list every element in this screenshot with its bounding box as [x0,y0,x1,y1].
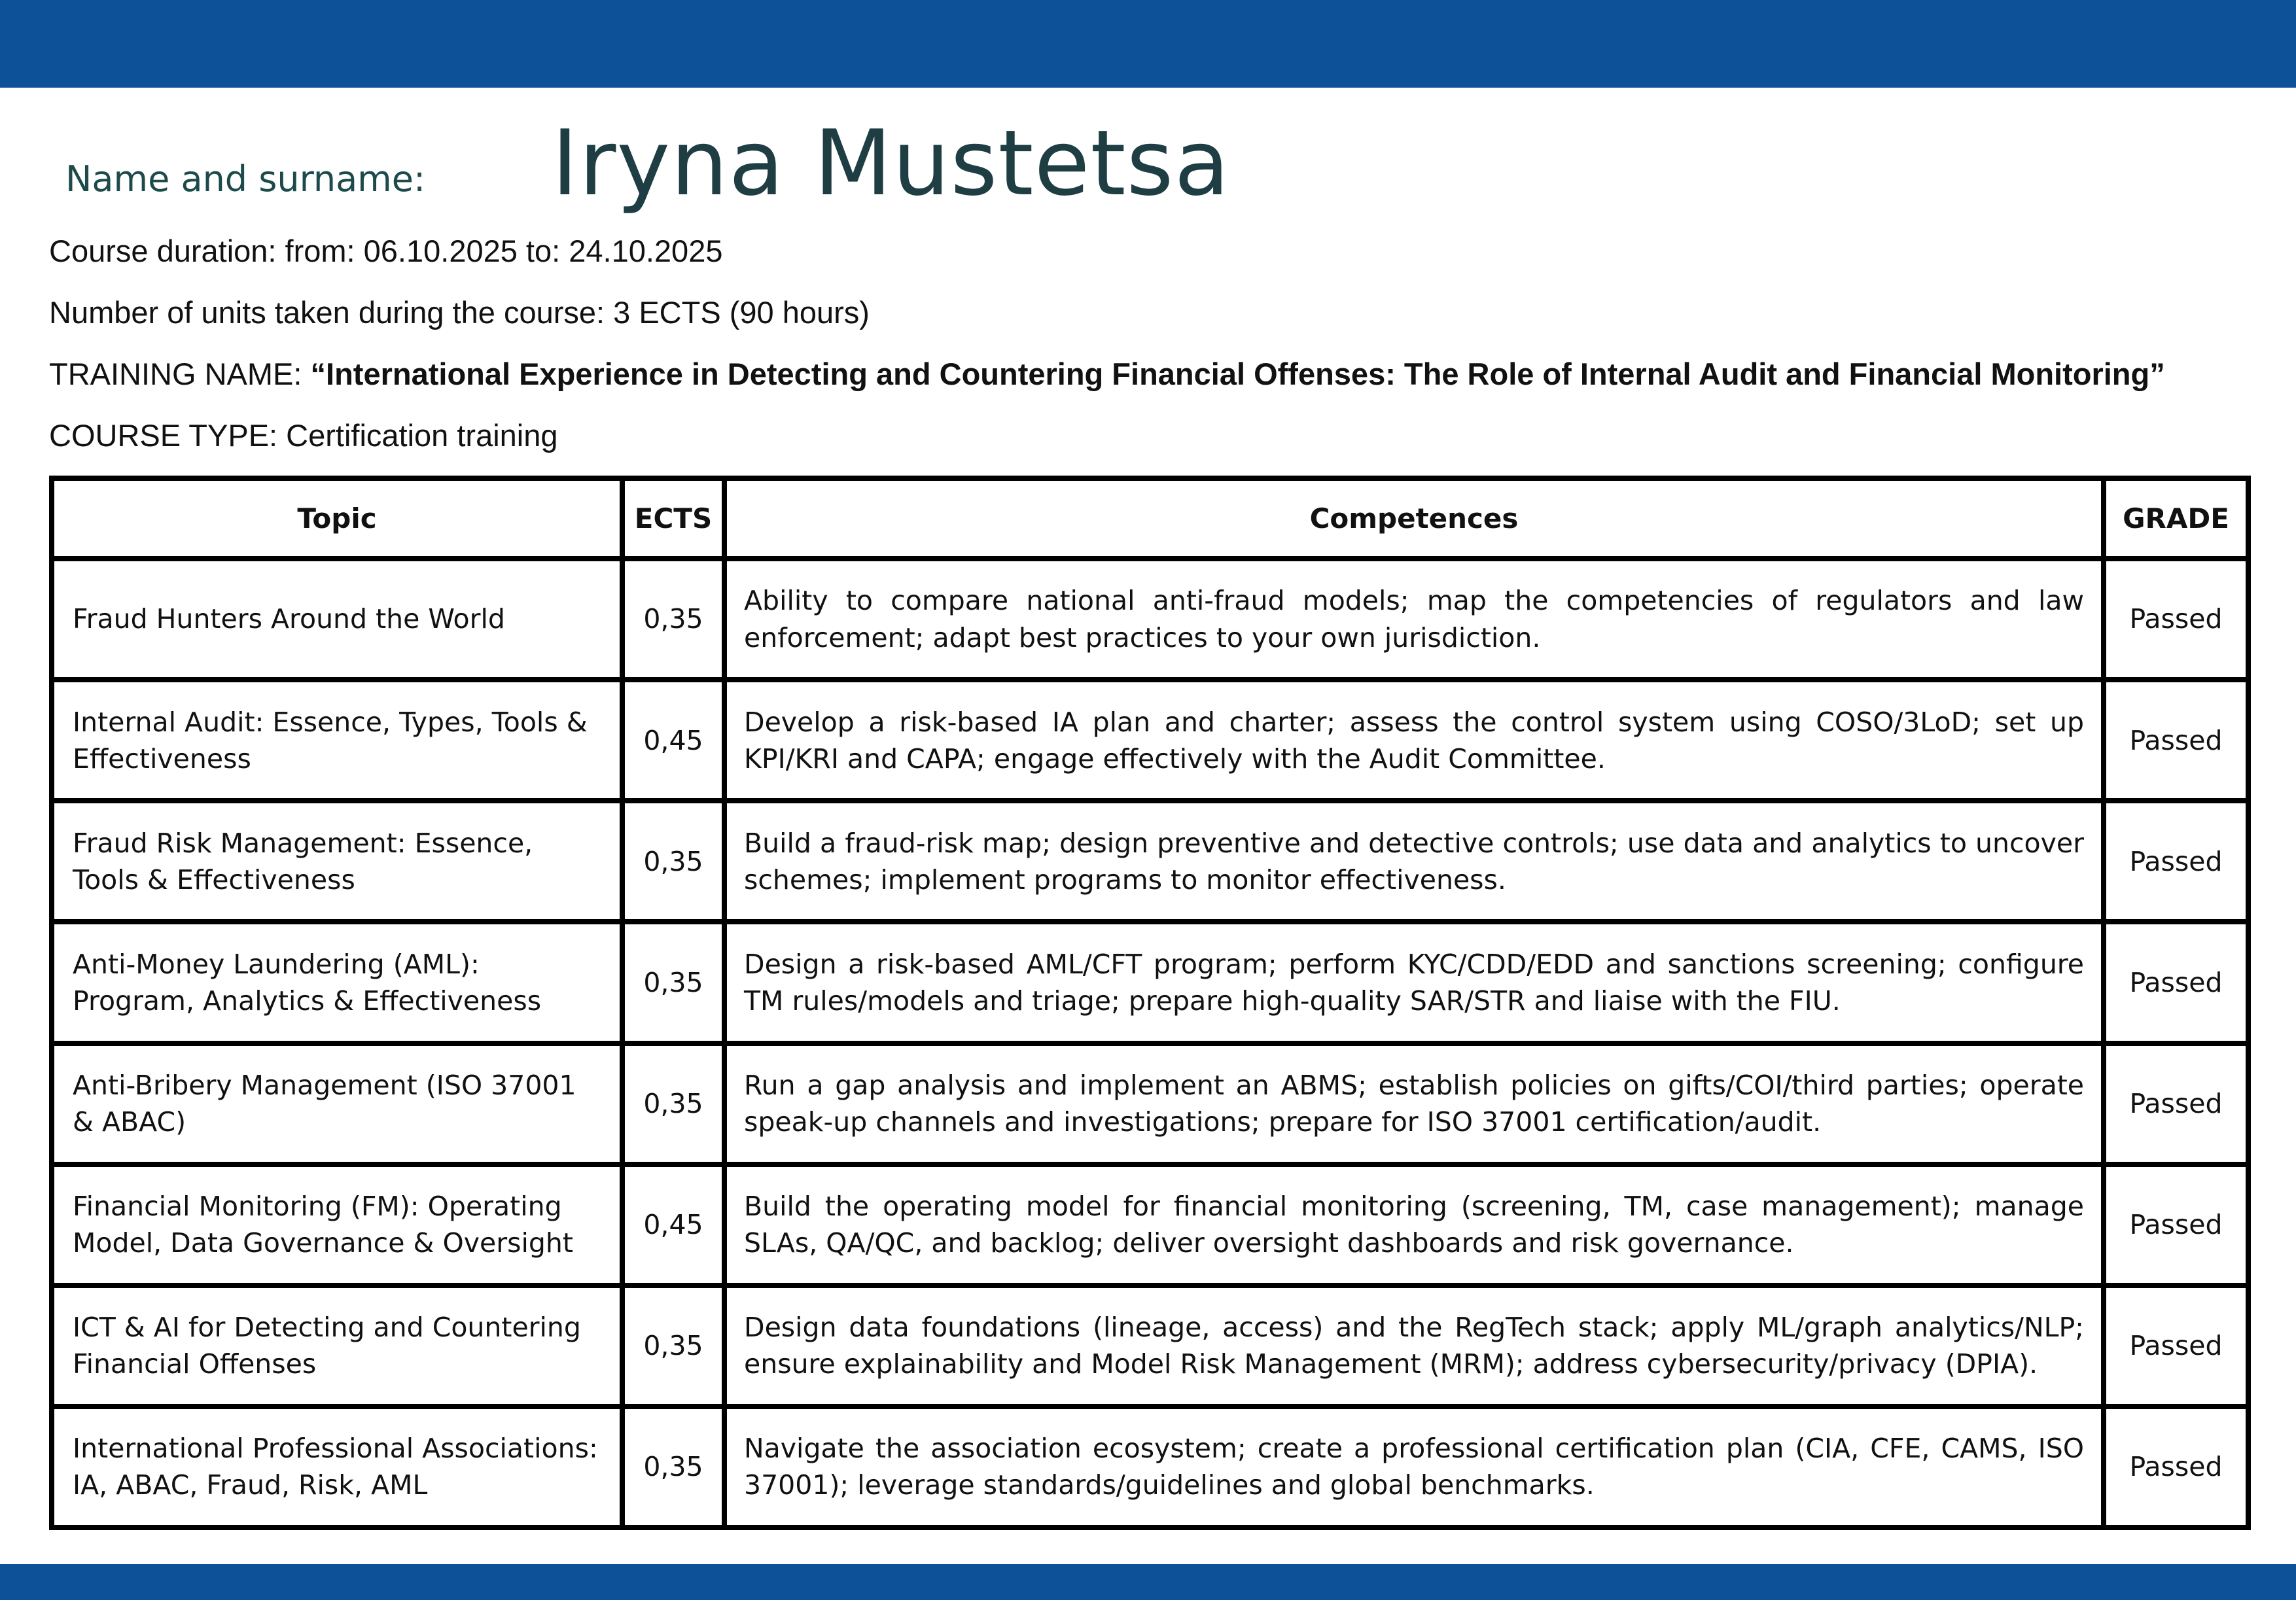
ects-cell: 0,45 [622,1164,724,1285]
header-competences: Competences [724,478,2104,559]
competences-cell: Develop a risk-based IA plan and charter; assess the control system using COSO/3LoD; set up KPI/KRI and CAPA; engage effectively with the Audit Committee. [724,680,2104,801]
table-row [52,801,2248,922]
training-name-prefix: TRAINING NAME: [49,357,311,391]
topic-cell: Financial Monitoring (FM): Operating Model, Data Governance & Oversight [52,1164,622,1285]
table-row [52,1406,2248,1527]
header-topic: Topic [52,478,622,559]
topic-cell: ICT & AI for Detecting and Countering Financial Offenses [52,1285,622,1406]
ects-cell: 0,45 [622,680,724,801]
table-row [52,1164,2248,1285]
course-units: Number of units taken during the course: 3 ECTS (90 hours) [49,295,870,330]
header-ects: ECTS [622,478,724,559]
competences-cell: Design data foundations (lineage, access) and the RegTech stack; apply ML/graph analytics/NLP; ensure explainability and Model Risk Management (MRM); address cybersecurity/privacy (DPIA). [724,1285,2104,1406]
grade-cell: Passed [2104,680,2248,801]
topic-cell: Fraud Hunters Around the World [52,559,622,680]
competences-cell: Build the operating model for financial monitoring (screening, TM, case management); manage SLAs, QA/QC, and backlog; deliver oversight dashboards and risk governance. [724,1164,2104,1285]
training-name-line [49,356,2165,392]
grade-cell: Passed [2104,559,2248,680]
competences-cell: Ability to compare national anti-fraud models; map the competencies of regulators and law enforcement; adapt best practices to your own jurisdiction. [724,559,2104,680]
competences-cell: Design a risk-based AML/CFT program; perform KYC/CDD/EDD and sanctions screening; configure TM rules/models and triage; prepare high-quality SAR/STR and liaise with the FIU. [724,922,2104,1043]
ects-cell: 0,35 [622,1043,724,1164]
table-row [52,559,2248,680]
training-name-value: “International Experience in Detecting and Countering Financial Offenses: The Role of Internal Audit and Financial Monitoring” [310,357,2165,391]
table-row [52,1043,2248,1164]
grade-cell: Passed [2104,922,2248,1043]
ects-cell: 0,35 [622,559,724,680]
topic-cell: Internal Audit: Essence, Types, Tools & Effectiveness [52,680,622,801]
grade-cell: Passed [2104,1285,2248,1406]
table-header-row [52,478,2248,559]
ects-cell: 0,35 [622,1285,724,1406]
grade-cell: Passed [2104,1406,2248,1527]
name-value: Iryna Mustetsa [552,111,1231,216]
ects-cell: 0,35 [622,1406,724,1527]
topic-cell: Anti-Bribery Management (ISO 37001 & ABAC) [52,1043,622,1164]
top-color-band [0,0,2296,88]
bottom-color-band [0,1564,2296,1600]
grade-cell: Passed [2104,1043,2248,1164]
name-label: Name and surname: [65,158,426,200]
competences-cell: Run a gap analysis and implement an ABMS; establish policies on gifts/COI/third parties; operate speak-up channels and investigations; prepare for ISO 37001 certification/audit. [724,1043,2104,1164]
course-type: COURSE TYPE: Certification training [49,418,558,453]
topic-cell: Anti-Money Laundering (AML): Program, Analytics & Effectiveness [52,922,622,1043]
ects-cell: 0,35 [622,801,724,922]
competences-cell: Navigate the association ecosystem; create a professional certification plan (CIA, CFE, CAMS, ISO 37001); leverage standards/guidelines and global benchmarks. [724,1406,2104,1527]
course-duration: Course duration: from: 06.10.2025 to: 24.10.2025 [49,234,723,268]
ects-cell: 0,35 [622,922,724,1043]
table-row [52,922,2248,1043]
topic-cell: Fraud Risk Management: Essence, Tools & Effectiveness [52,801,622,922]
table-row [52,1285,2248,1406]
table-row [52,680,2248,801]
competences-cell: Build a fraud-risk map; design preventive and detective controls; use data and analytics to uncover schemes; implement programs to monitor effectiveness. [724,801,2104,922]
topic-cell: International Professional Associations: IA, ABAC, Fraud, Risk, AML [52,1406,622,1527]
grade-cell: Passed [2104,1164,2248,1285]
topics-table [49,476,2251,1530]
grade-cell: Passed [2104,801,2248,922]
header-grade: GRADE [2104,478,2248,559]
